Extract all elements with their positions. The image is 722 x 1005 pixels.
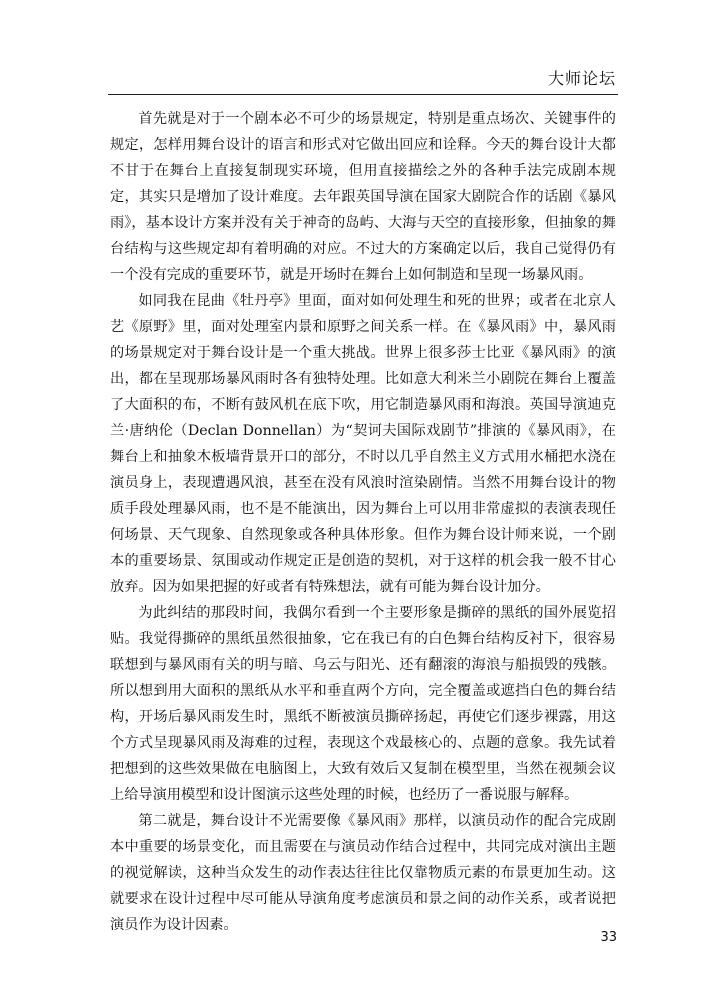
paragraph-3: 为此纠结的那段时间，我偶尔看到一个主要形象是撕碎的黑纸的国外展览招贴。我觉得撕碎的黑纸虽然很抽象，它在我已有的白色舞台结构反衬下，很容易联想到与暴风雨有关的明与暗、乌云与阳光、还有翻滚的海浪与船损毁的残骸。所以想到用大面积的黑纸从水平和垂直两个方向，完全覆盖或遮挡白色的舞台结构，开场后暴风雨发生时，黑纸不断被演员撕碎扬起，再使它们逐步裸露，用这个方式呈现暴风雨及海难的过程，表现这个戏最核心的、点题的意象。我先试着把想到的这些效果做在电脑图上，大致有效后又复制在模型里，当然在视频会议上给导演用模型和设计图演示这些处理的时候，也经历了一番说服与解释。 (110, 605, 616, 803)
paragraph-2: 如同我在昆曲《牡丹亭》里面，面对如何处理生和死的世界；或者在北京人艺《原野》里，面对处理室内景和原野之间关系一样。在《暴风雨》中，暴风雨的场景规定对于舞台设计是一个重大挑战。世界上很多莎士比亚《暴风雨》的演出，都在呈现那场暴风雨时各有独特处理。比如意大利米兰小剧院在舞台上覆盖了大面积的布，不断有鼓风机在底下吹，用它制造暴风雨和海浪。英国导演迪克兰·唐纳伦（Declan Donnellan）为“契诃夫国际戏剧节”排演的《暴风雨》，在舞台上和抽象木板墙背景开口的部分，不时以几乎自然主义方式用水桶把水浇在演员身上，表现遭遇风浪，甚至在没有风浪时渲染剧情。当然不用舞台设计的物质手段处理暴风雨，也不是不能演出，因为舞台上可以用非常虚拟的表演表现任何场景、天气现象、自然现象或各种具体形象。但作为舞台设计师来说，一个剧本的重要场景、氛围或动作规定正是创造的契机，对于这样的机会我一般不甘心放弃。因为如果把握的好或者有特殊想法，就有可能为舞台设计加分。 (110, 293, 616, 595)
running-header (108, 56, 618, 95)
paragraph-1: 首先就是对于一个剧本必不可少的场景规定，特别是重点场次、关键事件的规定，怎样用舞台设计的语言和形式对它做出回应和诠释。今天的舞台设计大都不甘于在舞台上直接复制现实环境，但用直接描绘之外的各种手法完成剧本规定，其实只是增加了设计难度。去年跟英国导演在国家大剧院合作的话剧《暴风雨》，基本设计方案并没有关于神奇的岛屿、大海与天空的直接形象，但抽象的舞台结构与这些规定却有着明确的对应。不过大的方案确定以后，我自己觉得仍有一个没有完成的重要环节，就是开场时在舞台上如何制造和呈现一场暴风雨。 (110, 111, 616, 283)
section-title: 大师论坛 (547, 69, 616, 88)
article-body (110, 106, 616, 938)
page-number: 33 (600, 930, 617, 945)
paragraph-4: 第二就是，舞台设计不光需要像《暴风雨》那样，以演员动作的配合完成剧本中重要的场景变化，而且需要在与演员动作结合过程中，共同完成对演出主题的视觉解读，这种当众发生的动作表达往往比仅靠物质元素的布景更加生动。这就要求在设计过程中尽可能从导演角度考虑演员和景之间的动作关系，或者说把演员作为设计因素。 (110, 813, 616, 933)
